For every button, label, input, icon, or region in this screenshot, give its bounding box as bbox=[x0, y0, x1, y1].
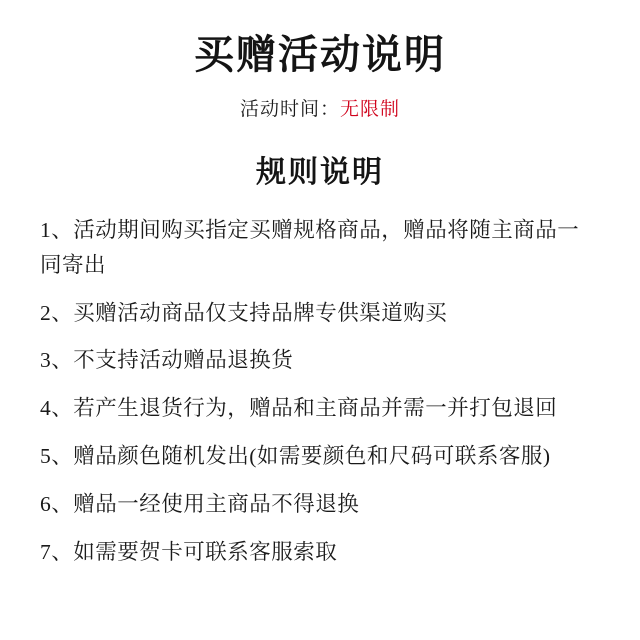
rule-item: 2、买赠活动商品仅支持品牌专供渠道购买 bbox=[40, 300, 448, 325]
activity-time-value: 无限制 bbox=[340, 99, 401, 120]
rule-item: 1、活动期间购买指定买赠规格商品，赠品将随主商品一同寄出 bbox=[40, 218, 580, 277]
page-title: 买赠活动说明 bbox=[194, 32, 446, 77]
activity-time-line bbox=[34, 94, 606, 121]
rule-item: 6、赠品一经使用主商品不得退换 bbox=[40, 491, 360, 516]
rule-item: 4、若产生退货行为，赠品和主商品并需一并打包退回 bbox=[40, 396, 558, 421]
rule-item: 7、如需要贺卡可联系客服索取 bbox=[40, 539, 338, 564]
rules-list bbox=[34, 213, 606, 583]
section-heading-rules: 规则说明 bbox=[256, 156, 384, 189]
rule-item: 3、不支持活动赠品退换货 bbox=[40, 348, 294, 373]
rule-item: 5、赠品颜色随机发出(如需要颜色和尺码可联系客服) bbox=[40, 444, 551, 469]
activity-time-label: 活动时间： bbox=[239, 99, 340, 120]
